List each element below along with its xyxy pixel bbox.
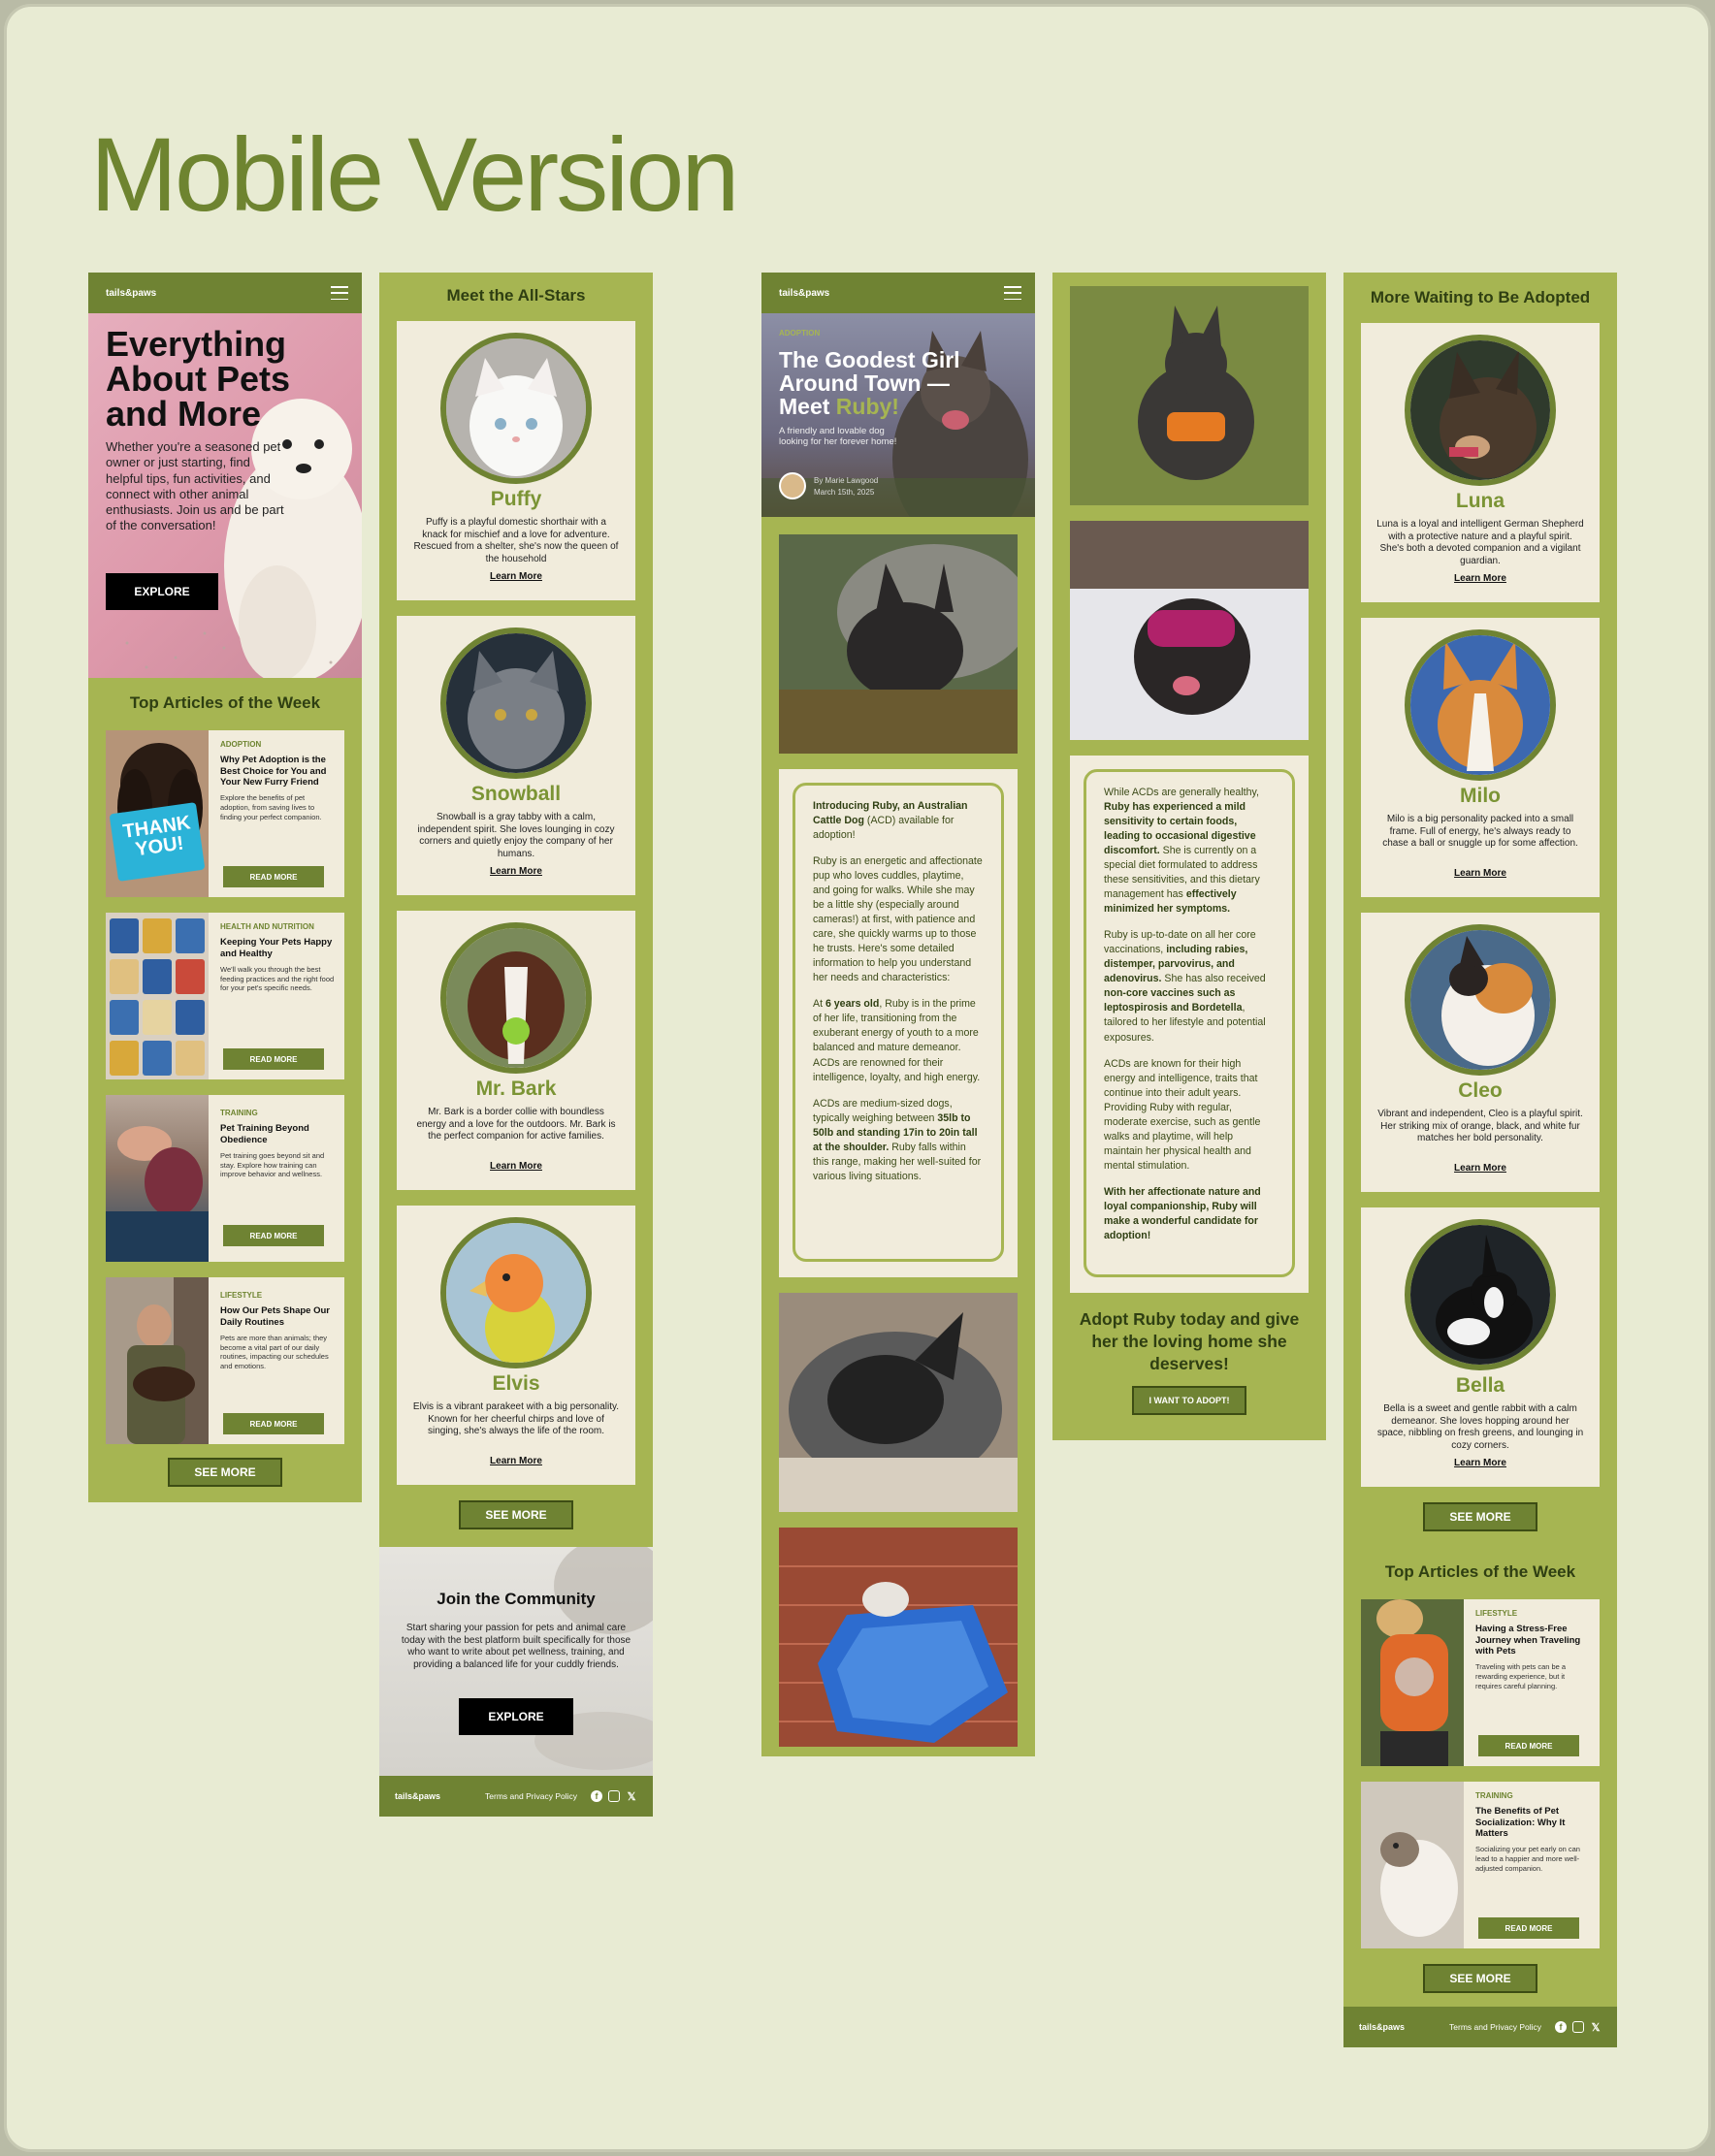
ruby-story-box [1084,769,1295,1277]
training-photo [106,1095,209,1262]
page-title: Mobile Version [90,115,737,233]
community-explore-button[interactable]: EXPLORE [459,1698,573,1735]
footer-logo[interactable]: tails&paws [1359,2022,1406,2032]
story-p5-bold-2: effectively minimized her symptoms. [1104,888,1237,916]
x-icon[interactable]: 𝕏 [627,1790,636,1803]
article-title: How Our Pets Shape Our Daily Routines [220,1305,330,1328]
hero-category: ADOPTION [779,329,821,338]
article-body [220,922,337,993]
ruby-photo-harness [1070,286,1309,505]
articles-title: Top Articles of the Week [129,693,321,712]
article-title: Pet Training Beyond Obedience [220,1123,309,1145]
socialization-photo [1361,1782,1464,1948]
pet-photo [1405,1219,1556,1370]
story-p3-bold: 6 years old [825,998,880,1011]
article-body [1475,1791,1592,1874]
story-p7: ACDs are known for their high energy and intelligence, traits that continue into their adult years. Providing Ruby with regular, moderate exercise, such as gentle walks and playtime, will help maintain her physical health and mental stimulation. [1104,1057,1261,1172]
article-title: Why Pet Adoption is the Best Choice for You and Your New Furry Friend [220,755,327,788]
pet-name: Snowball [470,783,562,805]
learn-more-link[interactable]: Learn More [490,1161,542,1172]
adopt-cta-title: Adopt Ruby today and give her the loving home she deserves! [1079,1309,1300,1373]
screen-home [88,273,362,1502]
story-p4-bold: 35lb to 50lb and standing 17in to 20in tall at the shoulder. [813,1111,978,1153]
learn-more-link[interactable]: Learn More [490,571,542,582]
learn-more-link[interactable]: Learn More [1454,1458,1506,1468]
ruby-story-card [1070,756,1309,1293]
menu-icon[interactable] [331,286,348,300]
story-p4-lead: ACDs are medium-sized dogs, typically weighing between [813,1097,953,1124]
screen-adoption-list [1343,273,1617,2047]
pet-card [1361,323,1600,602]
learn-more-link[interactable]: Learn More [1454,573,1506,584]
footer-logo[interactable]: tails&paws [395,1791,441,1801]
article-desc: We'll walk you through the best feeding practices and the right food for your pet's specific needs. [220,964,335,993]
article-body [1475,1609,1592,1691]
read-more-button[interactable]: READ MORE [223,1413,324,1434]
facebook-icon[interactable]: f [1555,2021,1567,2033]
pet-desc: Elvis is a vibrant parakeet with a big personality. Known for her cheerful chirps and love of singing, she's always the life of the room. [412,1401,620,1436]
travel-photo [1361,1599,1464,1766]
story-p4: Ruby falls within this range, making her well-suited for various living situations. [813,1141,982,1182]
pet-name: Cleo [1458,1079,1503,1102]
learn-more-link[interactable]: Learn More [1454,1163,1506,1174]
pet-card [1361,1207,1600,1487]
community-title: Join the Community [437,1590,596,1608]
see-more-button[interactable]: SEE MORE [168,1458,282,1487]
pet-desc: Bella is a sweet and gentle rabbit with a calm demeanor. She loves hopping around her space, nibbling on fresh greens, and lounging in cozy corners. [1376,1403,1584,1451]
publish-date: March 15th, 2025 [814,488,875,497]
avatar [779,472,806,499]
thank-you-sign-text: THANK YOU! [121,812,192,861]
hero-section [88,313,362,678]
see-more-button[interactable]: SEE MORE [459,1500,573,1529]
adopt-button[interactable]: I WANT TO ADOPT! [1132,1386,1246,1415]
community-section [379,1547,653,1776]
read-more-button[interactable]: READ MORE [1478,1917,1579,1939]
pet-desc: Puffy is a playful domestic shorthair with a knack for mischief and a love for adventure. Rescued from a shelter, she's now the queen of the household [413,517,619,564]
pet-photo [440,1217,592,1368]
pet-card [397,321,635,600]
article-category: HEALTH AND NUTRITION [220,922,314,931]
article-title: Having a Stress-Free Journey when Traveling with Pets [1475,1624,1581,1657]
all-stars-title: Meet the All-Stars [446,286,586,305]
pet-card [397,1206,635,1485]
story-p1: (ACD) available for adoption! [813,815,955,842]
story-p1-bold: Introducing Ruby, an Australian Cattle Dog [813,800,968,827]
article-category: TRAINING [1475,1791,1513,1800]
story-p6-bold: including rabies, distemper, parvovirus, and adenovirus. [1104,944,1248,985]
article-desc: Pets are more than animals; they become a vital part of our daily routines, impacting our schedules and emotions. [220,1333,329,1371]
hero-title: Everything About Pets and More [106,324,291,434]
ruby-photo-snow [1070,521,1309,740]
canvas [4,4,1711,2152]
logo[interactable]: tails&paws [779,287,830,299]
pet-photo [440,333,592,484]
ruby-photo-pillow [779,1293,1018,1512]
story-p5: She is currently on a special diet formulated to address these sensitivities, and this dietary management has [1104,845,1260,901]
article-category: ADOPTION [220,740,262,749]
read-more-button[interactable]: READ MORE [223,1048,324,1070]
terms-link[interactable]: Terms and Privacy Policy [1449,2022,1541,2032]
see-more-button[interactable]: SEE MORE [1423,1964,1537,1993]
instagram-icon[interactable] [608,1790,620,1802]
article-category: TRAINING [220,1109,258,1117]
article-card [1361,1599,1600,1766]
screen-ruby-article-continued [1052,273,1326,1440]
x-icon[interactable]: 𝕏 [1591,2021,1601,2034]
author-name: By Marie Lawgood [814,476,879,485]
ruby-hero [761,313,1035,517]
article-image [106,730,209,897]
story-p3-lead: At [813,998,825,1011]
pet-name: Bella [1455,1374,1505,1397]
pet-card [1361,913,1600,1192]
article-category: LIFESTYLE [220,1291,263,1300]
learn-more-link[interactable]: Learn More [490,866,542,877]
see-more-button[interactable]: SEE MORE [1423,1502,1537,1531]
story-p6-tail: , tailored to her lifestyle and potential exposures. [1104,1002,1266,1044]
ruby-story-box [793,783,1004,1262]
screen-ruby-article [761,273,1035,1756]
pet-name: Milo [1460,785,1501,807]
lifestyle-photo [106,1277,209,1444]
article-body [220,1291,337,1371]
article-category: LIFESTYLE [1475,1609,1518,1618]
article-card [106,913,344,1079]
hero-title [779,348,983,418]
article-title: Keeping Your Pets Happy and Healthy [220,937,333,959]
pet-desc: Mr. Bark is a border collie with boundless energy and a love for the outdoors. Mr. Bark is the perfect companion for active families. [416,1107,616,1142]
pet-name: Elvis [492,1372,540,1395]
pet-card [1361,618,1600,897]
hero-title-main: The Goodest Girl Around Town — Meet [779,347,960,420]
learn-more-link[interactable]: Learn More [1454,868,1506,879]
more-waiting-title: More Waiting to Be Adopted [1370,288,1591,306]
footer [379,1776,653,1817]
pet-desc: Luna is a loyal and intelligent German Shepherd with a protective nature and a playful spirit. She's both a devoted companion and a vigilant guardian. [1376,519,1584,566]
instagram-icon[interactable] [1572,2021,1584,2033]
article-title: The Benefits of Pet Socialization: Why It Matters [1475,1806,1566,1839]
story-p8-bold: With her affectionate nature and loyal companionship, Ruby will make a wonderful candidate for adoption! [1104,1185,1261,1241]
pet-desc: Milo is a big personality packed into a small frame. Full of energy, he's always ready to chase a ball or snuggle up for some affection. [1382,814,1578,849]
article-body [220,740,337,822]
learn-more-link[interactable]: Learn More [490,1456,542,1466]
footer [1343,2007,1617,2047]
article-desc: Explore the benefits of pet adoption, from saving lives to finding your perfect companion. [220,793,322,821]
pet-photo [440,922,592,1074]
ruby-photo-pool [779,1528,1018,1747]
pet-name: Puffy [490,488,542,510]
logo[interactable]: tails&paws [106,287,157,299]
read-more-button[interactable]: READ MORE [223,866,324,887]
story-p6-bold-2: non-core vaccines such as leptospirosis and Bordetella [1104,987,1243,1014]
story-p5-lead: While ACDs are generally healthy, [1104,787,1259,798]
pet-desc: Snowball is a gray tabby with a calm, independent spirit. She loves lounging in cozy corners and quietly enjoy the company of her humans. [417,812,615,859]
top-navbar [88,273,362,313]
article-card [1361,1782,1600,1948]
terms-link[interactable]: Terms and Privacy Policy [485,1791,577,1801]
pet-photo [1405,335,1556,486]
explore-button[interactable]: EXPLORE [106,573,218,610]
story-p2: Ruby is an energetic and affectionate pup who loves cuddles, playtime, and going for walks. While she may be a little shy (especially around cameras!) at first, with patience and care, she quickly warms up to those he trusts. Here's some detailed information to help you understand her needs and characteristics: [813,855,983,984]
hero-subtitle: A friendly and lovable dog looking for her forever home! [779,426,897,448]
pet-photo [1405,924,1556,1076]
story-p6-lead: Ruby is up-to-date on all her core vaccinations, [1104,929,1256,956]
story-p3: , Ruby is in the prime of her life, transitioning from the exuberant energy of youth to a more balanced and mature demeanor. ACDs are renowned for their intelligence, loyalty, and high energy. [813,998,981,1083]
hero-title-ruby: Ruby! [835,394,899,420]
story-p6: She has also received [1161,973,1266,985]
top-navbar [761,273,1035,313]
facebook-icon[interactable]: f [591,1790,602,1802]
pet-card [397,616,635,895]
read-more-button[interactable]: READ MORE [223,1225,324,1246]
article-desc: Pet training goes beyond sit and stay. Explore how training can improve behavior and wellness. [220,1150,325,1179]
article-card [106,1277,344,1444]
pet-photo [440,627,592,779]
pet-name: Mr. Bark [475,1078,557,1100]
read-more-button[interactable]: READ MORE [1478,1735,1579,1756]
menu-icon[interactable] [1004,286,1021,300]
article-desc: Traveling with pets can be a rewarding experience, but it requires careful planning. [1475,1662,1567,1690]
articles-title: Top Articles of the Week [1384,1562,1576,1581]
pet-photo [1405,629,1556,781]
article-card [106,1095,344,1262]
screen-all-stars [379,273,653,1817]
article-body [220,1109,337,1179]
article-card [106,730,344,897]
story-p5-bold: Ruby has experienced a mild sensitivity to certain foods, leading to occasional digestive discomfort. [1104,801,1256,857]
pet-desc: Vibrant and independent, Cleo is a playful spirit. Her striking mix of orange, black, and white fur matches her bold personality. [1377,1109,1583,1143]
community-text: Start sharing your passion for pets and animal care today with the best platform built specifically for those who want to write about pet wellness, training, and providing a balanced life for your cuddly friends. [401,1623,631,1670]
hero-text: Whether you're a seasoned pet owner or just starting, find helpful tips, fun activities, and connect with other animal enthusiasts. Join us and be part of the conversation! [106,439,284,533]
pet-food-photo [106,913,209,1079]
pet-name: Luna [1455,490,1505,512]
ruby-photo-rock [779,534,1018,754]
ruby-story-card [779,769,1018,1277]
article-desc: Socializing your pet early on can lead to a happier and more well-adjusted companion. [1475,1845,1580,1873]
pet-card [397,911,635,1190]
